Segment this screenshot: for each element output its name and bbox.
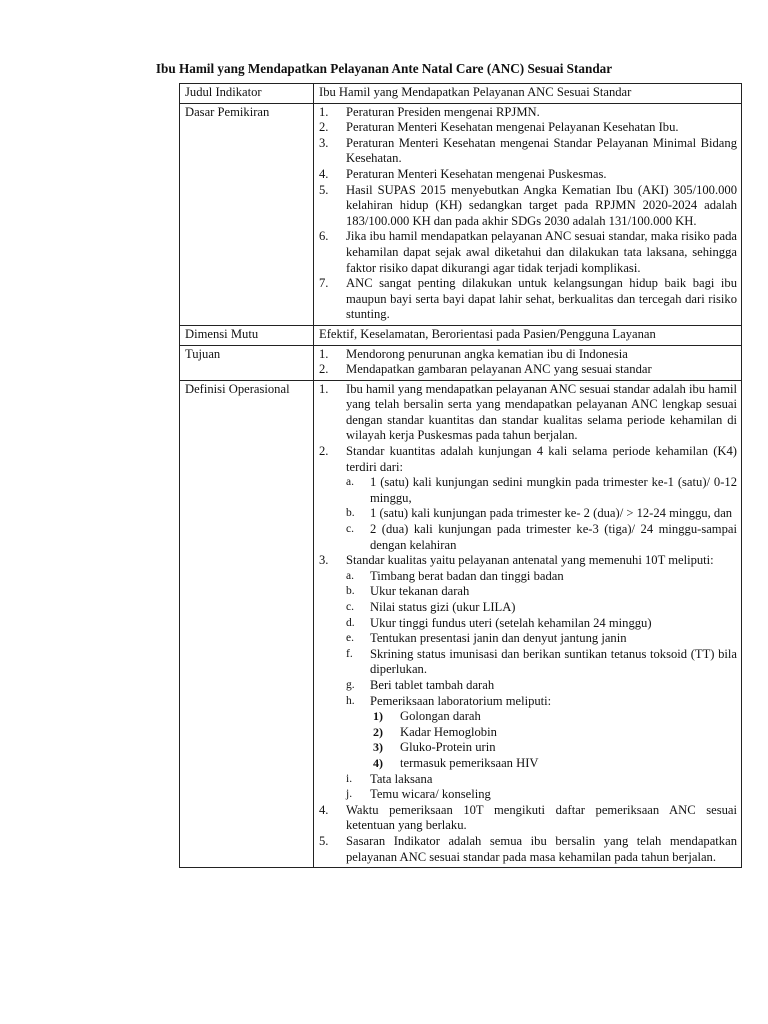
- list-item-text: Waktu pemeriksaan 10T mengikuti daftar pemeriksaan ANC sesuai ketentuan yang berlaku.: [346, 802, 737, 833]
- list-item-number: 2): [373, 724, 383, 739]
- list-item-number: 5.: [319, 182, 329, 197]
- list-item-text: Mendorong penurunan angka kematian ibu di Indonesia: [346, 346, 628, 361]
- list-item-text: 1 (satu) kali kunjungan sedini mungkin pada trimester ke-1 (satu)/ 0-12 minggu,: [370, 475, 737, 505]
- document-title: Ibu Hamil yang Mendapatkan Pelayanan Ante Natal Care (ANC) Sesuai Standar: [155, 61, 613, 76]
- list-item: [319, 803, 737, 834]
- list-item: [319, 553, 737, 569]
- list-item-text: Nilai status gizi (ukur LILA): [370, 600, 516, 614]
- list-item-number: 5.: [319, 833, 329, 848]
- list-item: [319, 276, 737, 323]
- list-item: [319, 362, 737, 378]
- row-definisi-operasional: [180, 380, 742, 867]
- list-item-number: a.: [346, 569, 354, 582]
- list-item: [346, 787, 737, 803]
- list-item: [319, 183, 737, 230]
- list-item-text: Gluko-Protein urin: [400, 740, 496, 755]
- list-item: [373, 725, 737, 741]
- list-item-text: Jika ibu hamil mendapatkan pelayanan ANC sesuai standar, maka risiko pada kehamilan dapat sejak awal diketahui dan dilakukan tata laksana, sehingga faktor risiko dapat dikurangi agar tidak terjadi komplikasi.: [346, 229, 737, 275]
- list-item: [319, 105, 737, 121]
- list-item: [346, 678, 737, 694]
- list-item-number: e.: [346, 632, 354, 645]
- numbered-list: [319, 105, 737, 323]
- list-item-text: Peraturan Menteri Kesehatan mengenai Pelayanan Kesehatan Ibu.: [346, 120, 679, 135]
- list-item-text: ANC sangat penting dilakukan untuk kelangsungan hidup baik bagi ibu maupun bayi serta bayi dapat lahir sehat, berkualitas dan tercegah dari risiko stunting.: [346, 276, 737, 322]
- list-item-text: Standar kualitas yaitu pelayanan antenatal yang memenuhi 10T meliputi:: [346, 553, 714, 568]
- list-item-text: Pemeriksaan laboratorium meliputi:: [370, 693, 552, 708]
- row-value: Efektif, Keselamatan, Berorientasi pada Pasien/Pengguna Layanan: [314, 325, 742, 345]
- list-item: [346, 600, 737, 616]
- list-item-number: 1.: [319, 346, 329, 361]
- list-item: [346, 631, 737, 647]
- list-item-text: 2 (dua) kali kunjungan pada trimester ke-3 (tiga)/ 24 minggu-sampai dengan kelahiran: [370, 522, 737, 552]
- list-item-text: Kadar Hemoglobin: [400, 724, 497, 739]
- list-item: [319, 382, 737, 444]
- list-item-text: 1 (satu) kali kunjungan pada trimester ke- 2 (dua)/ > 12-24 minggu, dan: [370, 506, 733, 521]
- list-item-text: Temu wicara/ konseling: [370, 787, 491, 802]
- list-item-number: 1): [373, 709, 383, 724]
- list-item: [346, 772, 737, 788]
- list-item-number: 4): [373, 755, 383, 770]
- list-item-number: 7.: [319, 276, 329, 291]
- list-item-text: Peraturan Presiden mengenai RPJMN.: [346, 104, 540, 119]
- list-item: [373, 756, 737, 772]
- list-item-number: 6.: [319, 229, 329, 244]
- row-judul-indikator: [180, 84, 742, 104]
- list-item: [319, 347, 737, 363]
- list-item-number: 1.: [319, 381, 329, 396]
- list-item: [373, 740, 737, 756]
- row-value: [314, 103, 742, 325]
- list-item-number: f.: [346, 647, 353, 660]
- numbered-list: [319, 347, 737, 378]
- list-item-number: i.: [346, 772, 353, 785]
- list-item-number: 3): [373, 740, 383, 755]
- row-dimensi-mutu: [180, 325, 742, 345]
- list-item: [346, 506, 737, 522]
- list-item: [319, 229, 737, 276]
- list-item: [346, 616, 737, 632]
- list-item-text: Ukur tekanan darah: [370, 584, 470, 599]
- list-item-number: 2.: [319, 362, 329, 377]
- list-item-text: Timbang berat badan dan tinggi badan: [370, 568, 564, 583]
- indicator-table: [179, 83, 742, 868]
- list-item-text: Beri tablet tambah darah: [370, 677, 495, 692]
- list-item-number: 2.: [319, 444, 329, 459]
- list-item-text: Standar kuantitas adalah kunjungan 4 kali selama periode kehamilan (K4) terdiri dari:: [346, 444, 737, 474]
- list-item-text: Skrining status imunisasi dan berikan suntikan tetanus toksoid (TT) bila diperlukan.: [370, 646, 737, 677]
- list-item-number: c.: [346, 523, 354, 536]
- list-item: [319, 167, 737, 183]
- list-item-number: b.: [346, 585, 355, 598]
- list-item-number: b.: [346, 507, 355, 520]
- row-label: Dasar Pemikiran: [180, 103, 314, 325]
- list-item-text: Golongan darah: [400, 709, 481, 724]
- list-item: [346, 647, 737, 678]
- list-item-text: Peraturan Menteri Kesehatan mengenai Puskesmas.: [346, 166, 607, 181]
- row-value: [314, 380, 742, 867]
- row-dasar-pemikiran: [180, 103, 742, 325]
- list-item-text: termasuk pemeriksaan HIV: [400, 755, 539, 770]
- row-label: Definisi Operasional: [180, 380, 314, 867]
- list-item-number: h.: [346, 694, 355, 707]
- list-item-number: 3.: [319, 553, 329, 568]
- list-item-number: 3.: [319, 135, 329, 150]
- list-item-text: Tentukan presentasi janin dan denyut jantung janin: [370, 631, 627, 646]
- list-item-number: d.: [346, 616, 355, 629]
- numbered-list: [319, 382, 737, 865]
- list-item: [319, 834, 737, 865]
- list-item-text: Ibu hamil yang mendapatkan pelayanan ANC sesuai standar adalah ibu hamil yang telah bersalin serta yang mendapatkan pelayanan ANC lengkap sesuai dengan standar kuantitas dan standar kualitas selama periode kehamilan di wilayah kerja Puskesmas pada tahun berjalan.: [346, 381, 737, 443]
- list-item-number: c.: [346, 601, 354, 613]
- row-label: Tujuan: [180, 345, 314, 380]
- row-value: Ibu Hamil yang Mendapatkan Pelayanan ANC Sesuai Standar: [314, 84, 742, 104]
- list-item-number: j.: [346, 788, 353, 801]
- list-item-number: g.: [346, 678, 355, 691]
- list-item-text: Hasil SUPAS 2015 menyebutkan Angka Kematian Ibu (AKI) 305/100.000 kelahiran hidup (KH) sedangkan target pada RPJMN 2020-2024 adalah 183/100.000 KH dan pada akhir SDGs 2030 adalah 131/100.000 KH.: [346, 182, 737, 228]
- list-item-text: Peraturan Menteri Kesehatan mengenai Standar Pelayanan Minimal Bidang Kesehatan.: [346, 135, 737, 166]
- list-item-text: Sasaran Indikator adalah semua ibu bersalin yang telah mendapatkan pelayanan ANC sesuai standar pada masa kehamilan pada tahun berjalan.: [346, 833, 737, 864]
- row-label: Dimensi Mutu: [180, 325, 314, 345]
- list-item: [346, 522, 737, 553]
- list-item-number: a.: [346, 476, 354, 489]
- list-item: [346, 694, 737, 710]
- list-item: [346, 584, 737, 600]
- list-item: [346, 569, 737, 585]
- list-item-number: 4.: [319, 166, 329, 181]
- list-item: [319, 120, 737, 136]
- list-item-number: 2.: [319, 120, 329, 135]
- list-item-number: 1.: [319, 104, 329, 119]
- row-value: [314, 345, 742, 380]
- list-item: [373, 709, 737, 725]
- list-item: [319, 136, 737, 167]
- list-item-number: 4.: [319, 802, 329, 817]
- row-label: Judul Indikator: [180, 84, 314, 104]
- list-item: [346, 475, 737, 506]
- list-item-text: Ukur tinggi fundus uteri (setelah kehamilan 24 minggu): [370, 615, 652, 630]
- list-item-text: Mendapatkan gambaran pelayanan ANC yang sesuai standar: [346, 362, 652, 377]
- list-item-text: Tata laksana: [370, 771, 433, 786]
- list-item: [319, 444, 737, 475]
- row-tujuan: [180, 345, 742, 380]
